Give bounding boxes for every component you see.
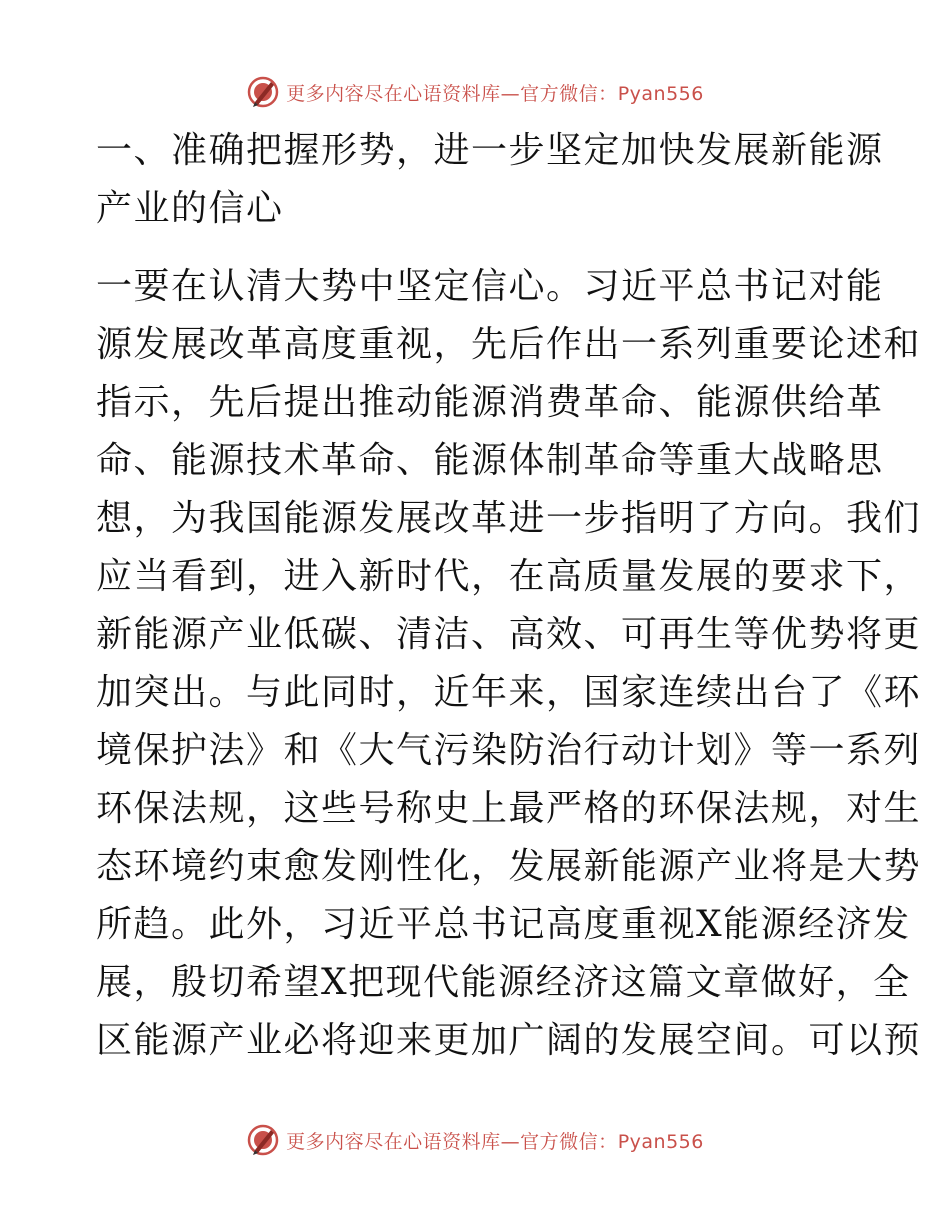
paragraph-line: 应当看到，进入新时代，在高质量发展的要求下，: [96, 556, 922, 597]
document-body: [96, 122, 922, 1070]
body-paragraph: [96, 258, 922, 1070]
heading-line: 产业的信心: [96, 188, 284, 229]
watermark-footer: [0, 1120, 950, 1160]
watermark-text: [286, 79, 704, 106]
paragraph-line: 展，殷切希望X把现代能源经济这篇文章做好，全: [96, 962, 911, 1003]
paragraph-line: 态环境约束愈发刚性化，发展新能源产业将是大势: [96, 846, 922, 887]
watermark-dash: —: [500, 82, 521, 105]
paragraph-line: 区能源产业必将迎来更加广阔的发展空间。可以预: [96, 1020, 922, 1061]
paragraph-line: 一要在认清大势中坚定信心。习近平总书记对能: [96, 266, 884, 307]
watermark-account-id: Pyan556: [617, 82, 704, 105]
section-heading: [96, 122, 884, 238]
pen-seal-icon: [246, 75, 280, 109]
paragraph-line: 加突出。与此同时，近年来，国家连续出台了《环: [96, 672, 922, 713]
heading-line: 一、准确把握形势，进一步坚定加快发展新能源: [96, 130, 884, 171]
watermark-title: 更多内容尽在心语资料库: [286, 1130, 501, 1153]
paragraph-line: 命、能源技术革命、能源体制革命等重大战略思: [96, 440, 884, 481]
paragraph-line: 想，为我国能源发展改革进一步指明了方向。我们: [96, 498, 922, 539]
paragraph-line: 环保法规，这些号称史上最严格的环保法规，对生: [96, 788, 922, 829]
watermark-dash: —: [500, 1130, 521, 1153]
paragraph-line: 源发展改革高度重视，先后作出一系列重要论述和: [96, 324, 922, 365]
paragraph-line: 指示，先后提出推动能源消费革命、能源供给革: [96, 382, 884, 423]
watermark-account-label: 官方微信：: [520, 82, 618, 105]
paragraph-line: 新能源产业低碳、清洁、高效、可再生等优势将更: [96, 614, 922, 655]
paragraph-line: 所趋。此外，习近平总书记高度重视X能源经济发: [96, 904, 911, 945]
watermark-header: [0, 72, 950, 112]
watermark-account-id: Pyan556: [617, 1130, 704, 1153]
pen-seal-icon: [246, 1123, 280, 1157]
paragraph-line: 境保护法》和《大气污染防治行动计划》等一系列: [96, 730, 922, 771]
watermark-text: [286, 1127, 704, 1154]
watermark-title: 更多内容尽在心语资料库: [286, 82, 501, 105]
watermark-account-label: 官方微信：: [520, 1130, 618, 1153]
